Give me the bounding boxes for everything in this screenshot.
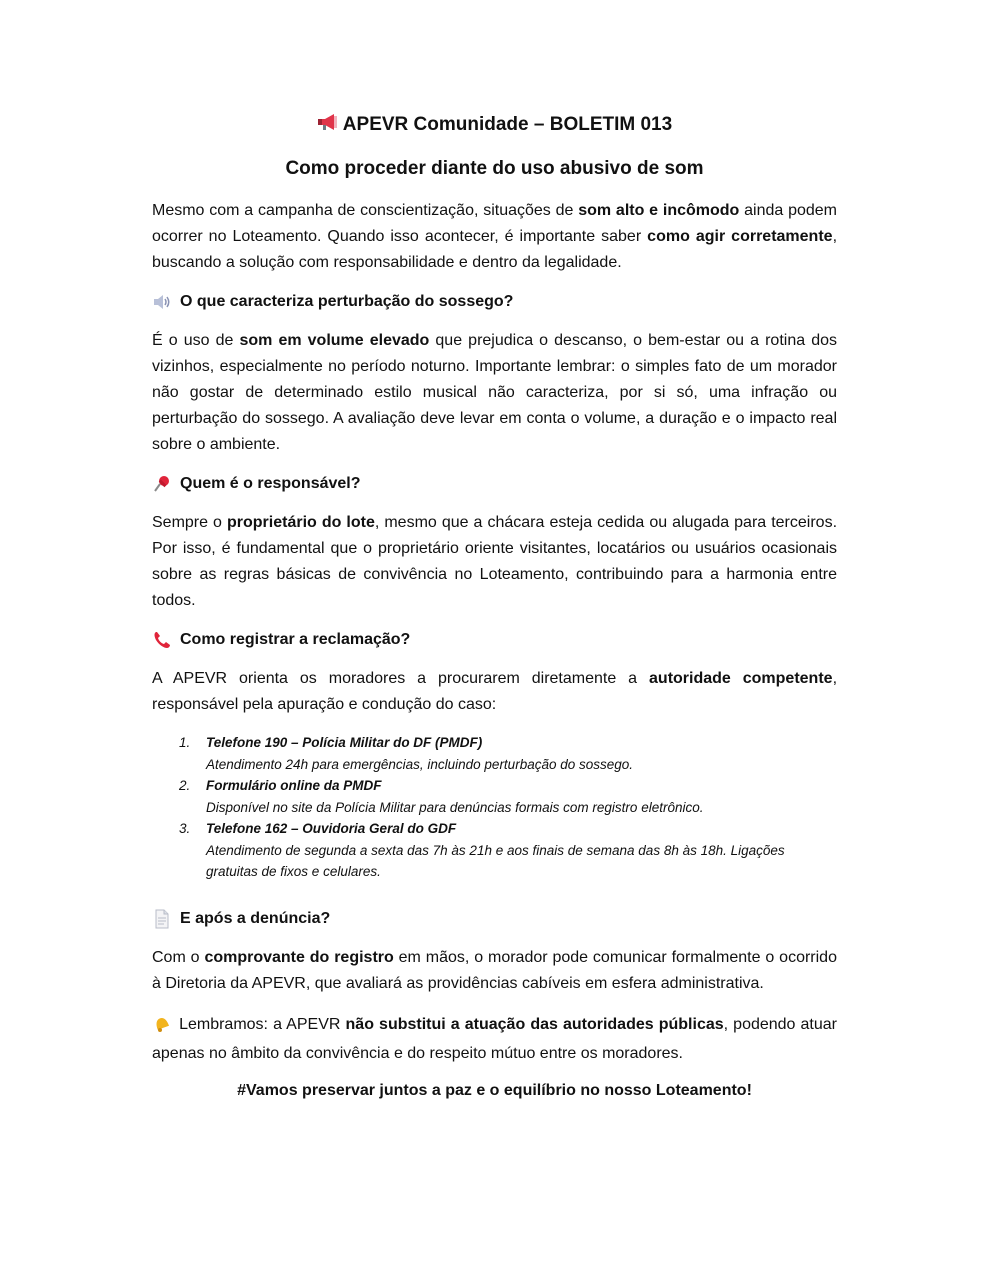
telephone-icon	[152, 630, 172, 650]
section-heading-after: E após a denúncia?	[152, 907, 837, 931]
section-heading-responsible: Quem é o responsável?	[152, 472, 837, 496]
bulletin-subtitle: Como proceder diante do uso abusivo de som	[285, 158, 704, 179]
section-heading-complaint: Como registrar a reclamação?	[152, 628, 837, 652]
list-item: 3. Telefone 162 – Ouvidoria Geral do GDF Atendimento de segunda a sexta das 7h às 21h e aos finais de semana das 8h às 18h. Ligações gratuitas de fixos e celulares.	[206, 818, 837, 883]
contact-list	[152, 732, 837, 883]
complaint-paragraph: A APEVR orienta os moradores a procurarem diretamente a autoridade competente, responsável pela apuração e condução do caso:	[152, 670, 838, 713]
list-item-desc: Atendimento de segunda a sexta das 7h às 21h e aos finais de semana das 8h às 18h. Ligações gratuitas de fixos e celulares.	[206, 842, 785, 879]
intro-paragraph: Mesmo com a campanha de conscientização, situações de som alto e incômodo ainda podem ocorrer no Loteamento. Quando isso acontecer, é importante saber como agir corretamente, buscando a solução com responsabilidade e dentro da legalidade.	[152, 202, 838, 271]
disturbance-paragraph: É o uso de som em volume elevado que prejudica o descanso, o bem-estar ou a rotina dos vizinhos, especialmente no período noturno. Importante lembrar: o simples fato de um morador não gostar de determinado estilo musical não caracteriza, por si só, uma infração ou perturbação do sossego. A avaliação deve levar em conta o volume, a duração e o impacto real sobre o ambiente.	[152, 332, 837, 453]
bulletin-page	[152, 112, 837, 1103]
after-paragraph: Com o comprovante do registro em mãos, o morador pode comunicar formalmente o ocorrido à Diretoria da APEVR, que avaliará as providências cabíveis em esfera administrativa.	[152, 948, 837, 992]
megaphone-icon	[317, 112, 339, 140]
section-heading-disturbance: O que caracteriza perturbação do sossego?	[152, 290, 837, 314]
list-item-title: Telefone 162 – Ouvidoria Geral do GDF	[206, 821, 457, 836]
bulletin-title-row	[152, 112, 837, 140]
responsible-paragraph: Sempre o proprietário do lote, mesmo que a chácara esteja cedida ou alugada para terceiros. Por isso, é fundamental que o proprietário oriente visitantes, locatários ou usuários ocasionais sobre as regras básicas de convivência no Loteamento, contribuindo para a harmonia entre todos.	[152, 514, 838, 609]
closing-hashtag: #Vamos preservar juntos a paz e o equilíbrio no nosso Loteamento!	[237, 1081, 752, 1099]
list-item: 2. Formulário online da PMDF Disponível no site da Polícia Militar para denúncias formais com registro eletrônico.	[206, 775, 837, 818]
reminder-paragraph: Lembramos: a APEVR não substitui a atuação das autoridades públicas, podendo atuar apenas no âmbito da convivência e do respeito mútuo entre os moradores.	[152, 1015, 838, 1062]
list-item-desc: Atendimento 24h para emergências, incluindo perturbação do sossego.	[206, 756, 634, 772]
document-icon	[152, 909, 172, 929]
bell-icon	[152, 1014, 172, 1041]
list-item-desc: Disponível no site da Polícia Militar para denúncias formais com registro eletrônico.	[206, 799, 704, 815]
speaker-icon	[152, 292, 172, 312]
list-item-title: Formulário online da PMDF	[206, 778, 382, 793]
bulletin-title: APEVR Comunidade – BOLETIM 013	[342, 114, 673, 135]
list-item-title: Telefone 190 – Polícia Militar do DF (PMDF)	[206, 735, 483, 750]
pushpin-icon	[152, 474, 172, 494]
list-item: 1. Telefone 190 – Polícia Militar do DF (PMDF) Atendimento 24h para emergências, incluindo perturbação do sossego.	[206, 732, 837, 775]
